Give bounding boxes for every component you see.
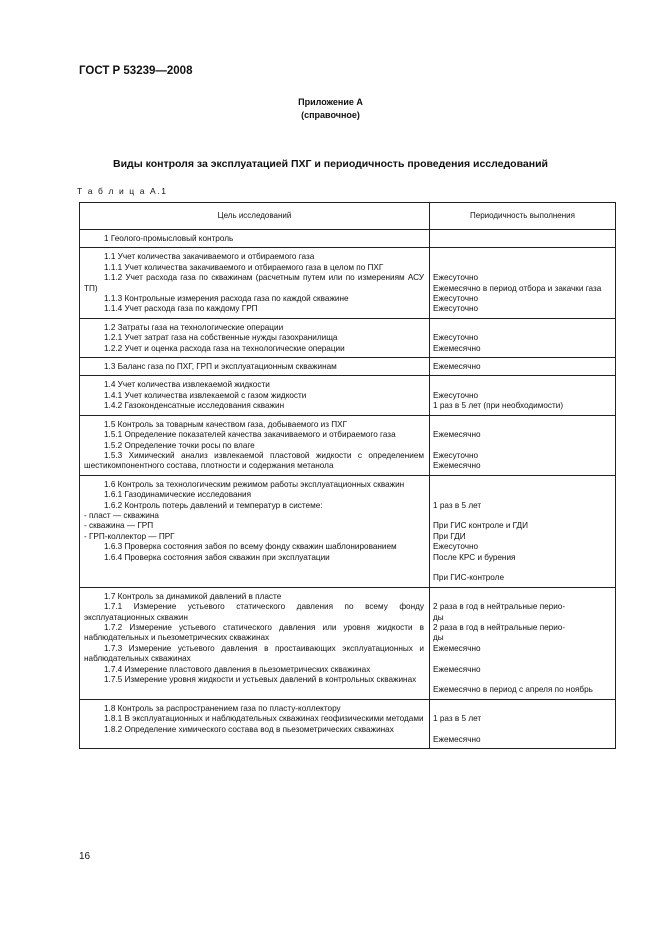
frequency-cell: [430, 230, 616, 248]
goal-line: 1.5.1 Определение показателей качества закачиваемого и отбираемого газа: [104, 430, 396, 440]
frequency-line: [433, 323, 611, 333]
goal-line: 1.3 Баланс газа по ПХГ, ГРП и эксплуатационным скважинам: [104, 362, 337, 372]
goal-cell: [80, 318, 430, 357]
goal-cell: [80, 475, 430, 587]
frequency-line: [433, 420, 611, 430]
goal-line: 1.7.3 Измерение устьевого давления в простаивающих эксплуатационных и наблюдательных скважинах: [84, 643, 424, 664]
table-row: [80, 475, 616, 587]
frequency-line: 1 раз в 5 лет: [433, 714, 482, 724]
table-row: [80, 587, 616, 699]
goal-line: - ГРП-коллектор — ПРГ: [84, 531, 175, 541]
frequency-line: [433, 675, 611, 685]
goal-line: - пласт — скважина: [84, 510, 159, 520]
frequency-line: После КРС и бурения: [433, 552, 516, 562]
frequency-line: При ГДИ: [433, 531, 466, 541]
goal-line: 1.5.2 Определение точки росы по влаге: [104, 440, 255, 450]
goal-line: 1.2.2 Учет и оценка расхода газа на технологические операции: [104, 343, 345, 353]
goal-line: 1.5.3 Химический анализ извлекаемой пластовой жидкости с определением шестикомпонентного состава, плотности и содержания метанола: [84, 450, 424, 471]
goal-line: 1.1.1 Учет количества закачиваемого и отбираемого газа в целом по ПХГ: [104, 262, 384, 272]
goal-line: 1.7 Контроль за динамикой давлений в пласте: [104, 591, 282, 601]
annex-note: (справочное): [301, 110, 360, 120]
goal-line: 1.7.5 Измерение уровня жидкости и устьевых давлений в контрольных скважинах: [104, 674, 417, 684]
table-body: [80, 230, 616, 749]
frequency-cell: [430, 358, 616, 376]
frequency-line: Ежемесячно: [433, 664, 481, 674]
header-frequency: Периодичность выполнения: [430, 203, 616, 230]
goal-line: 1.1.2 Учет расхода газа по скважинам (расчетным путем или по измерениям АСУ ТП): [84, 273, 424, 293]
frequency-line: 2 раза в год в нейтральные перио-: [433, 622, 566, 632]
frequency-line: Ежесуточно: [433, 294, 479, 303]
frequency-line: [433, 592, 611, 602]
frequency-line: [433, 234, 611, 244]
goal-line: - скважина — ГРП: [84, 521, 154, 531]
frequency-line: ды: [433, 612, 444, 622]
goal-line: 1 Геолого-промысловый контроль: [104, 234, 234, 243]
frequency-line: [433, 480, 611, 490]
goal-line: 1.6 Контроль за технологическим режимом работы эксплуатационных скважин: [104, 479, 405, 489]
goal-cell: [80, 699, 430, 749]
goal-cell: [80, 248, 430, 318]
frequency-line: При ГИС-контроле: [433, 573, 505, 583]
table-row: [80, 230, 616, 248]
frequency-line: Ежемесячно: [433, 362, 481, 372]
goal-line: 1.5 Контроль за товарным качеством газа, добываемого из ПХГ: [104, 419, 348, 429]
goal-line: 1.6.2 Контроль потерь давлений и температур в системе:: [104, 500, 323, 510]
frequency-line: Ежесуточно: [433, 304, 479, 314]
goal-line: 1.4.1 Учет количества извлекаемой с газом жидкости: [104, 390, 307, 400]
frequency-line: Ежемесячно в период с апреля по ноябрь: [433, 685, 593, 695]
frequency-line: [433, 704, 611, 714]
frequency-cell: [430, 587, 616, 699]
frequency-line: [433, 563, 611, 573]
frequency-cell: [430, 699, 616, 749]
goal-line: 1.4 Учет количества извлекаемой жидкости: [104, 380, 270, 390]
frequency-line: Ежесуточно: [433, 542, 479, 552]
goal-cell: [80, 415, 430, 475]
goal-line: 1.2 Затраты газа на технологические операции: [104, 322, 284, 332]
goal-line: 1.2.1 Учет затрат газа на собственные нужды газохранилища: [104, 333, 338, 343]
section-heading: Виды контроля за эксплуатацией ПХГ и периодичность проведения исследований: [113, 158, 548, 170]
frequency-line: [433, 490, 611, 500]
table-caption: Т а б л и ц а А.1: [77, 186, 168, 196]
frequency-line: Ежесуточно: [433, 450, 479, 460]
frequency-cell: [430, 248, 616, 318]
table-row: [80, 376, 616, 415]
table-row: [80, 415, 616, 475]
table-row: [80, 358, 616, 376]
table-header-row: [80, 203, 616, 230]
frequency-line: Ежесуточно: [433, 333, 479, 343]
page-number: 16: [79, 851, 91, 862]
frequency-line: [433, 440, 611, 450]
goal-line: 1.4.2 Газоконденсатные исследования скважин: [104, 401, 285, 411]
frequency-cell: [430, 475, 616, 587]
control-table: [79, 202, 616, 749]
goal-line: 1.1 Учет количества закачиваемого и отбираемого газа: [104, 252, 315, 262]
frequency-cell: [430, 318, 616, 357]
goal-cell: [80, 376, 430, 415]
frequency-line: [433, 725, 611, 735]
frequency-line: Ежемесячно: [433, 734, 481, 744]
table-row: [80, 699, 616, 749]
frequency-line: [433, 654, 611, 664]
goal-line: 1.6.1 Газодинамические исследования: [104, 490, 252, 500]
goal-cell: [80, 230, 430, 248]
frequency-line: Ежемесячно: [433, 643, 481, 653]
goal-line: 1.8.2 Определение химического состава вод в пьезометрических скважинах: [104, 724, 394, 734]
frequency-line: Ежесуточно: [433, 390, 479, 400]
annex-block: [0, 96, 661, 122]
standard-number: ГОСТ Р 53239—2008: [79, 65, 193, 77]
frequency-cell: [430, 415, 616, 475]
frequency-line: [433, 263, 611, 273]
table-row: [80, 248, 616, 318]
frequency-line: Ежесуточно: [433, 273, 479, 283]
frequency-line: Ежемесячно: [433, 343, 481, 353]
table-row: [80, 318, 616, 357]
frequency-line: Ежемесячно: [433, 430, 481, 440]
frequency-line: При ГИС контроле и ГДИ: [433, 521, 528, 531]
header-goal: Цель исследований: [80, 203, 430, 230]
frequency-line: 1 раз в 5 лет (при необходимости): [433, 401, 564, 411]
goal-line: 1.6.3 Проверка состояния забоя по всему фонду скважин шаблонированием: [104, 542, 397, 552]
frequency-line: 2 раза в год в нейтральные перио-: [433, 602, 566, 612]
frequency-line: ды: [433, 633, 444, 643]
frequency-cell: [430, 376, 616, 415]
frequency-line: [433, 252, 611, 262]
goal-line: 1.1.4 Учет расхода газа по каждому ГРП: [104, 304, 258, 314]
frequency-line: 1 раз в 5 лет: [433, 500, 482, 510]
goal-cell: [80, 587, 430, 699]
frequency-line: Ежемесячно: [433, 461, 481, 471]
goal-line: 1.7.1 Измерение устьевого статического давления по всему фонду эксплуатационных скважин: [84, 602, 424, 622]
goal-line: 1.7.4 Измерение пластового давления в пьезометрических скважинах: [104, 664, 371, 674]
frequency-line: Ежемесячно в период отбора и закачки газа: [433, 283, 602, 293]
goal-line: 1.6.4 Проверка состояния забоя скважин при эксплуатации: [104, 552, 330, 562]
frequency-line: [433, 511, 611, 521]
goal-line: 1.7.2 Измерение устьевого статического давления или уровня жидкости в наблюдательных и пьезометрических скважинах: [84, 622, 424, 643]
annex-title: Приложение А: [298, 97, 363, 107]
goal-cell: [80, 358, 430, 376]
goal-line: 1.8.1 В эксплуатационных и наблюдательных скважинах геофизическими методами: [104, 714, 424, 724]
frequency-line: [433, 380, 611, 390]
goal-line: 1.1.3 Контрольные измерения расхода газа по каждой скважине: [104, 294, 349, 304]
goal-line: 1.8 Контроль за распространением газа по пласту-коллектору: [104, 703, 341, 713]
